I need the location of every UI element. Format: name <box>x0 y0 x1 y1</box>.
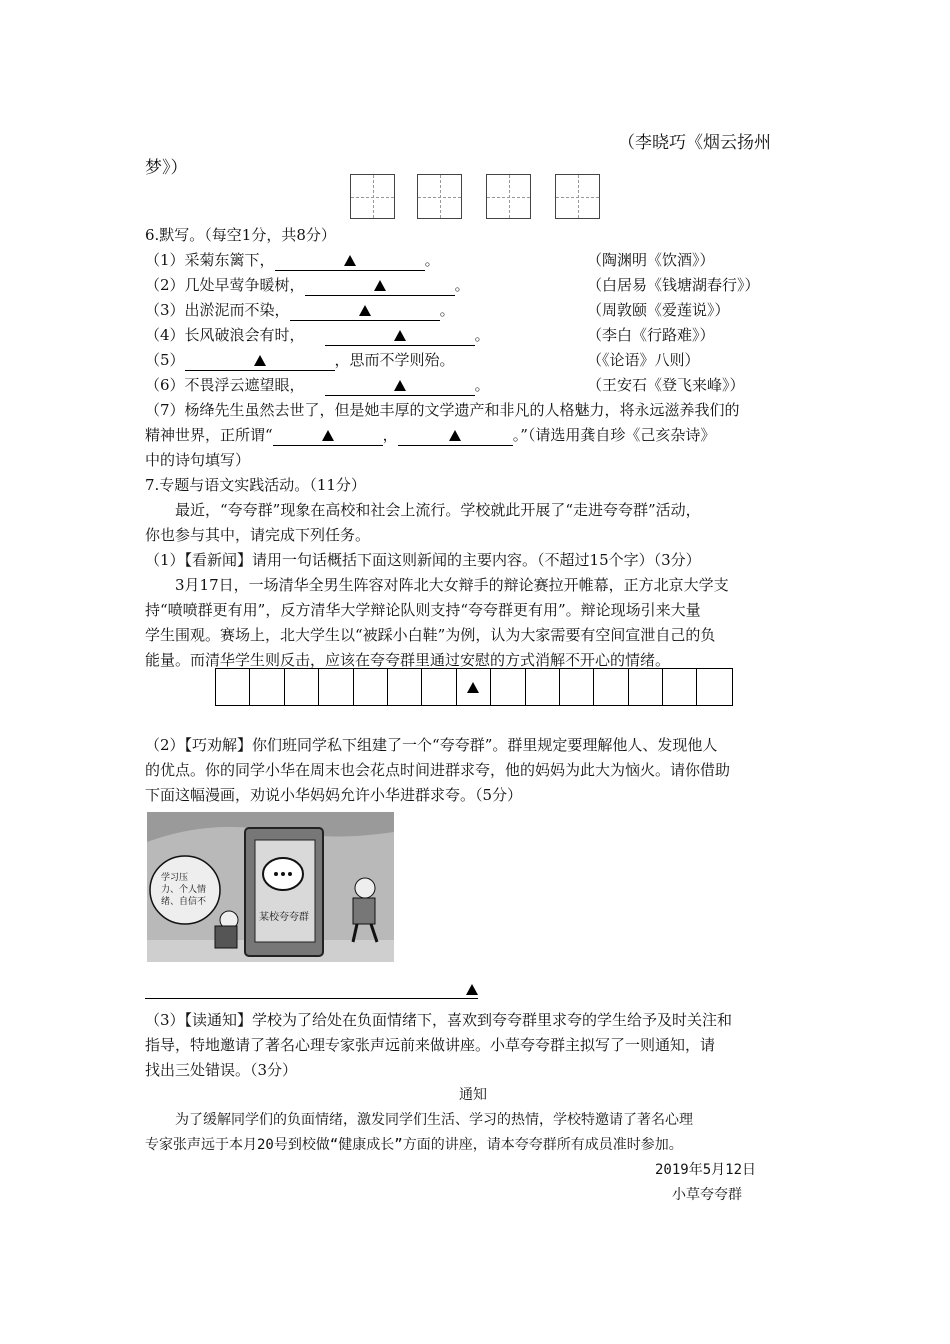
q6-heading: 6.默写。（每空1分，共8分） <box>145 226 336 244</box>
notice-title: 通知 <box>459 1087 487 1103</box>
triangle-icon <box>449 430 461 441</box>
q6-item-5: （5） ，思而不学则殆。 <box>145 351 455 369</box>
q6-source-4: （李白《行路难》） <box>587 326 715 344</box>
answer-grid <box>215 668 733 706</box>
answer-cell[interactable] <box>560 669 594 705</box>
answer-line[interactable] <box>145 982 478 999</box>
q7-intro-2: 你也参与其中，请完成下列任务。 <box>145 526 371 544</box>
answer-cell[interactable] <box>697 669 731 705</box>
answer-cell[interactable] <box>491 669 525 705</box>
q6-item-7-line2: 精神世界，正所谓“ ， 。”（请选用龚自珍《己亥杂诗》 <box>145 426 716 444</box>
answer-cell[interactable] <box>457 669 491 705</box>
news-line-2: 持“喷喷群更有用”，反方清华大学辩论队则支持“夸夸群更有用”。辩论现场引来大量 <box>145 601 701 619</box>
char-box[interactable] <box>350 174 395 219</box>
notice-signature: 小草夸夸群 <box>672 1187 742 1203</box>
cartoon-image <box>147 812 394 962</box>
answer-cell[interactable] <box>422 669 456 705</box>
answer-blank[interactable] <box>275 253 425 271</box>
q7-sub2-line2: 的优点。你的同学小华在周末也会花点时间进群求夸，他的妈妈为此大为恼火。请你借助 <box>145 761 731 779</box>
news-line-1: 3月17日，一场清华全男生阵容对阵北大女辩手的辩论赛拉开帷幕，正方北京大学支 <box>175 576 729 594</box>
answer-cell[interactable] <box>319 669 353 705</box>
answer-cell[interactable] <box>285 669 319 705</box>
news-line-4: 能量。而清华学生则反击，应该在夸夸群里通过安慰的方式消解不开心的情绪。 <box>145 651 671 669</box>
q6-item-2: （2）几处早莺争暖树， 。 <box>145 276 470 294</box>
q6-source-5: （《论语》八则） <box>587 351 700 369</box>
triangle-icon <box>466 984 478 995</box>
triangle-icon <box>467 682 479 693</box>
q6-item-6: （6）不畏浮云遮望眼， 。 <box>145 376 490 394</box>
answer-cell[interactable] <box>216 669 250 705</box>
q6-item-4: （4）长风破浪会有时， 。 <box>145 326 490 344</box>
answer-cell[interactable] <box>388 669 422 705</box>
answer-blank[interactable] <box>290 303 440 321</box>
answer-blank[interactable] <box>398 428 513 446</box>
q7-sub3-line2: 指导，特地邀请了著名心理专家张声远前来做讲座。小草夸夸群主拟写了一则通知，请 <box>145 1036 716 1054</box>
notice-body-2: 专家张声远于本月20号到校做“健康成长”方面的讲座，请本夸夸群所有成员准时参加。 <box>145 1137 683 1153</box>
source-line-2: 梦》） <box>145 158 188 178</box>
answer-cell[interactable] <box>663 669 697 705</box>
triangle-icon <box>374 280 386 291</box>
answer-cell[interactable] <box>594 669 628 705</box>
answer-blank[interactable] <box>273 428 383 446</box>
q6-item-3: （3）出淤泥而不染， 。 <box>145 301 455 319</box>
q7-sub1-title: （1）【看新闻】请用一句话概括下面这则新闻的主要内容。（不超过15个字）（3分） <box>145 551 701 569</box>
q7-sub3-line3: 找出三处错误。（3分） <box>145 1061 298 1079</box>
answer-cell[interactable] <box>354 669 388 705</box>
q6-item-7-line3: 中的诗句填写） <box>145 451 251 469</box>
q7-sub3-line1: （3）【读通知】学校为了给处在负面情绪下，喜欢到夸夸群里求夸的学生给予及时关注和 <box>145 1011 733 1029</box>
char-box[interactable] <box>486 174 531 219</box>
q6-item-7-line1: （7）杨绛先生虽然去世了，但是她丰厚的文学遗产和非凡的人格魅力，将永远滋养我们的 <box>145 401 740 419</box>
q7-intro-1: 最近，“夸夸群”现象在高校和社会上流行。学校就此开展了“走进夸夸群”活动， <box>175 501 701 519</box>
notice-body-1: 为了缓解同学们的负面情绪，激发同学们生活、学习的热情，学校特邀请了著名心理 <box>175 1112 693 1128</box>
triangle-icon <box>322 430 334 441</box>
triangle-icon <box>394 380 406 391</box>
q7-sub2-line3: 下面这幅漫画，劝说小华妈妈允许小华进群求夸。（5分） <box>145 786 523 804</box>
phone-label: 某校夸夸群 <box>259 912 309 923</box>
q6-source-3: （周敦颐《爱莲说》） <box>587 301 730 319</box>
answer-cell[interactable] <box>629 669 663 705</box>
triangle-icon <box>344 255 356 266</box>
q6-source-1: （陶渊明《饮酒》） <box>587 251 715 269</box>
q6-source-6: （王安石《登飞来峰》） <box>587 376 745 394</box>
news-line-3: 学生围观。赛场上，北大学生以“被踩小白鞋”为例，认为大家需要有空间宣泄自己的负 <box>145 626 716 644</box>
triangle-icon <box>359 305 371 316</box>
answer-blank[interactable] <box>185 353 335 371</box>
answer-cell[interactable] <box>526 669 560 705</box>
svg-text:力、个人情: 力、个人情 <box>161 885 207 895</box>
char-box[interactable] <box>555 174 600 219</box>
triangle-icon <box>394 330 406 341</box>
svg-text:学习压: 学习压 <box>161 873 189 883</box>
answer-blank[interactable] <box>325 328 475 346</box>
source-line-1: （李晓巧《烟云扬州 <box>618 133 771 153</box>
q6-source-2: （白居易《钱塘湖春行》） <box>587 276 760 294</box>
svg-text:绪、自信不: 绪、自信不 <box>161 897 207 907</box>
q7-heading: 7.专题与语文实践活动。（11分） <box>145 476 366 494</box>
answer-blank[interactable] <box>305 278 455 296</box>
triangle-icon <box>254 355 266 366</box>
q6-item-1: （1）采菊东篱下， 。 <box>145 251 440 269</box>
notice-date: 2019年5月12日 <box>655 1162 757 1178</box>
char-box[interactable] <box>417 174 462 219</box>
answer-blank[interactable] <box>325 378 475 396</box>
q7-sub2-line1: （2）【巧劝解】你们班同学私下组建了一个“夸夸群”。群里规定要理解他人、发现他人 <box>145 736 718 754</box>
answer-cell[interactable] <box>250 669 284 705</box>
